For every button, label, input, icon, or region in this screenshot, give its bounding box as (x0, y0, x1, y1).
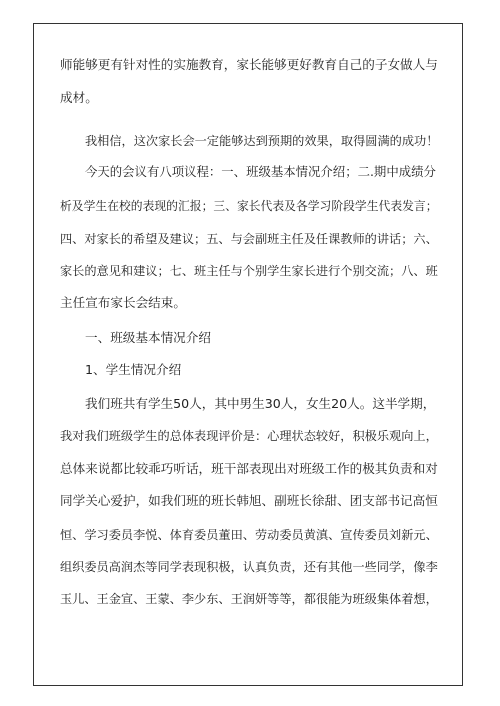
text-line: 同学关心爱护，如我们班的班长韩旭、副班长徐甜、团支部书记高恒 (60, 493, 438, 508)
text-line: 家长的意见和建议；七、班主任与个别学生家长进行个别交流；八、班 (60, 264, 438, 278)
text-line: 玉儿、王金宣、王蒙、李少东、王润妍等等，都很能为班级集体着想， (60, 592, 438, 606)
section-heading: 一、班级基本情况介绍 (85, 330, 211, 345)
text-line: 总体来说都比较乖巧听话，班干部表现出对班级工作的极其负责和对 (60, 461, 438, 476)
text-line: 析及学生在校的表现的汇报；三、家长代表及各学习阶段学生代表发言； (60, 199, 438, 213)
text-line: 我相信，这次家长会一定能够达到预期的效果，取得圆满的成功！ (85, 134, 439, 148)
text-line: 组织委员高润杰等同学表现积极，认真负责，还有其他一些同学，像李 (60, 560, 438, 574)
text-line: 成材。 (60, 90, 98, 105)
text-line: 今天的会议有八项议程：一、班级基本情况介绍；二.期中成绩分 (85, 164, 436, 179)
page-border (33, 23, 463, 686)
text-line: 我们班共有学生50人，其中男生30人，女生20人。这半学期， (85, 396, 436, 411)
text-line: 我对我们班级学生的总体表现评价是：心理状态较好，积极乐观向上， (60, 429, 438, 443)
text-line: 四、对家长的希望及建议；五、与会副班主任及任课教师的讲话；六、 (60, 232, 438, 246)
subsection-heading: 1、学生情况介绍 (85, 362, 182, 377)
text-line: 恒、学习委员李悦、体育委员董田、劳动委员黄滇、宣传委员刘新元、 (60, 528, 438, 542)
text-line: 主任宣布家长会结束。 (60, 295, 186, 310)
text-line: 师能够更有针对性的实施教育，家长能够更好教育自己的子女做人与 (60, 57, 438, 72)
